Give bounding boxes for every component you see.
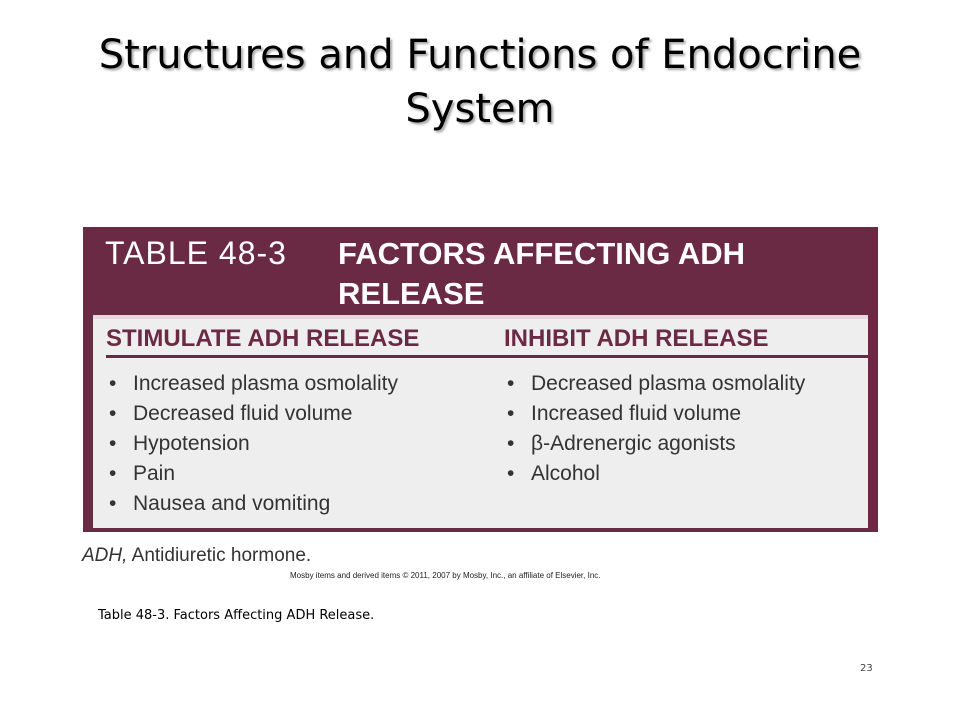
- bullet-icon: •: [109, 462, 117, 485]
- inhibit-list: [507, 369, 805, 489]
- bullet-icon: •: [507, 462, 515, 485]
- bullet-icon: •: [109, 432, 117, 455]
- header-divider: [106, 355, 868, 358]
- footnote-abbreviation: ADH,: [82, 545, 128, 566]
- table-header: [93, 227, 868, 319]
- bullet-icon: •: [109, 402, 117, 425]
- column-header-inhibit: INHIBIT ADH RELEASE: [504, 325, 769, 352]
- bullet-icon: •: [507, 402, 515, 425]
- column-header-stimulate: STIMULATE ADH RELEASE: [106, 325, 420, 352]
- list-item: • Increased fluid volume: [507, 399, 805, 429]
- list-item: • Decreased fluid volume: [109, 399, 398, 429]
- stimulate-list: [109, 369, 398, 519]
- list-item: • Alcohol: [507, 459, 805, 489]
- slide-number: 23: [860, 663, 873, 674]
- bullet-icon: •: [109, 372, 117, 395]
- list-item: • Decreased plasma osmolality: [507, 369, 805, 399]
- list-item: • β-Adrenergic agonists: [507, 429, 805, 459]
- bullet-icon: •: [507, 432, 515, 455]
- slide-title: Structures and Functions of Endocrine System: [98, 32, 862, 132]
- bullet-icon: •: [507, 372, 515, 395]
- slide-caption: Table 48-3. Factors Affecting ADH Release.: [98, 608, 375, 623]
- list-item: • Hypotension: [109, 429, 398, 459]
- table-figure: [83, 227, 878, 532]
- list-item: • Pain: [109, 459, 398, 489]
- footnote-text: Antidiuretic hormone.: [131, 545, 312, 566]
- bullet-icon: •: [109, 492, 117, 515]
- list-item: • Nausea and vomiting: [109, 489, 398, 519]
- copyright-notice: Mosby items and derived items © 2011, 2007 by Mosby, Inc., an affiliate of Elsevier, Inc.: [290, 571, 601, 580]
- table-heading: FACTORS AFFECTING ADH RELEASE: [338, 236, 746, 311]
- table-number: TABLE 48-3: [105, 235, 287, 271]
- list-item: • Increased plasma osmolality: [109, 369, 398, 399]
- table-footnote: [82, 545, 311, 567]
